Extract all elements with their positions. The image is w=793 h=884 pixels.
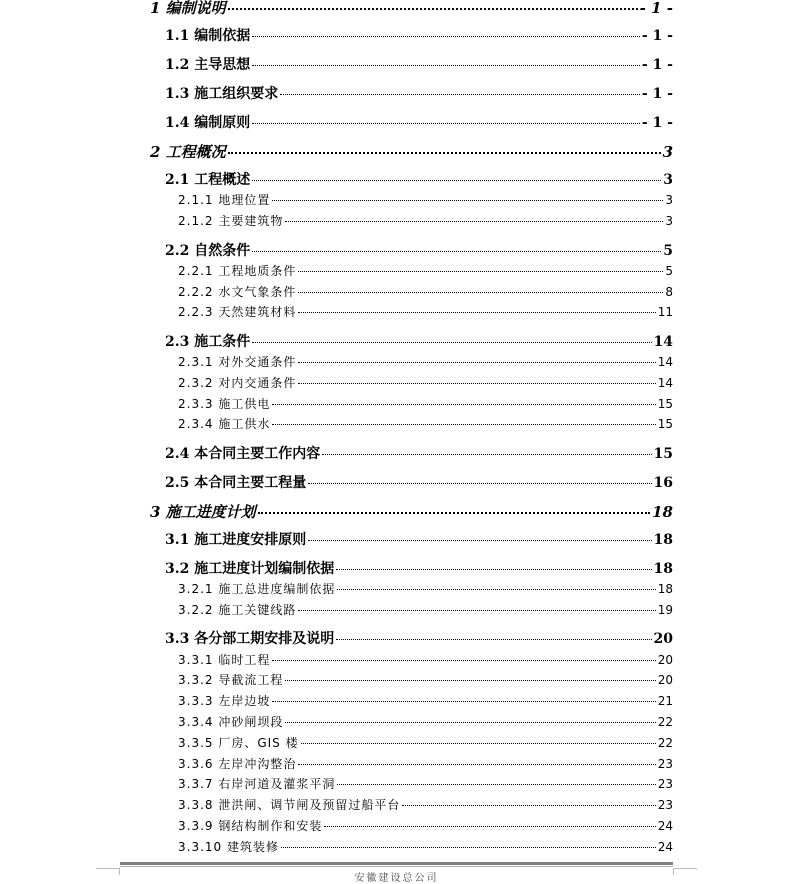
toc-entry-title: 2.1 工程概述	[165, 172, 251, 188]
dot-leader	[285, 221, 663, 222]
dot-leader	[252, 123, 640, 124]
toc-entry-title: 1.3 施工组织要求	[165, 86, 279, 102]
toc-entry-title: 3.3.4 冲砂闸坝段	[178, 715, 284, 729]
dot-leader	[228, 8, 638, 10]
toc-entry-title: 2.2.1 工程地质条件	[178, 264, 297, 278]
toc-entry-title: 3.3.7 右岸河道及灌浆平洞	[178, 777, 336, 791]
dot-leader	[252, 180, 661, 181]
toc-entry-title: 2.3 施工条件	[165, 334, 251, 350]
toc-entry[interactable]	[178, 262, 673, 279]
dot-leader	[308, 540, 651, 541]
toc-entry-page: 22	[657, 715, 673, 729]
toc-entry[interactable]	[178, 353, 673, 370]
toc-entry-page: 3	[665, 193, 673, 207]
toc-entry-page: 14	[657, 376, 673, 390]
dot-leader	[228, 152, 661, 154]
toc-entry[interactable]	[178, 283, 673, 300]
toc-entry-title: 2.2 自然条件	[165, 243, 251, 259]
toc-entry-title: 2.4 本合同主要工作内容	[165, 446, 321, 462]
toc-entry-title: 3.3 各分部工期安排及说明	[165, 631, 335, 647]
dot-leader	[298, 362, 655, 363]
toc-entry-page: 3	[665, 214, 673, 228]
footer-company: 安徽建设总公司	[354, 873, 439, 884]
toc-entry-page: 19	[657, 603, 673, 617]
toc-entry[interactable]	[150, 0, 673, 18]
toc-entry-page: 5	[665, 264, 673, 278]
toc-entry-page: 15	[653, 446, 673, 462]
dot-leader	[402, 805, 655, 806]
toc-entry-page: 8	[665, 285, 673, 299]
toc-entry-page: 18	[653, 561, 673, 577]
toc-entry-title: 3.3.1 临时工程	[178, 653, 271, 667]
dot-leader	[285, 680, 655, 681]
toc-entry-title: 2 工程概况	[150, 143, 226, 161]
toc-entry[interactable]	[178, 692, 673, 709]
dot-leader	[298, 271, 663, 272]
toc-entry-page: 24	[657, 840, 673, 854]
toc-entry-title: 3.2.1 施工总进度编制依据	[178, 582, 336, 596]
dot-leader	[272, 200, 663, 201]
toc-entry-page: 20	[657, 653, 673, 667]
toc-entry-page: - 1 -	[641, 28, 673, 44]
toc-entry-title: 3.1 施工进度安排原则	[165, 532, 307, 548]
toc-entry-page: 3	[663, 172, 673, 188]
toc-entry-title: 2.2.3 天然建筑材料	[178, 305, 297, 319]
toc-entry-title: 3.2.2 施工关键线路	[178, 603, 297, 617]
toc-entry-page: 3	[662, 143, 673, 161]
toc-entry[interactable]	[165, 443, 673, 463]
dot-leader	[337, 589, 655, 590]
toc-entry-title: 1.1 编制依据	[165, 28, 251, 44]
toc-entry[interactable]	[178, 601, 673, 618]
toc-entry-page: - 1 -	[641, 86, 673, 102]
dot-leader	[298, 764, 655, 765]
toc-entry-title: 3.2 施工进度计划编制依据	[165, 561, 335, 577]
toc-entry[interactable]	[178, 713, 673, 730]
toc-entry-title: 2.1.1 地理位置	[178, 193, 271, 207]
toc-entry[interactable]	[165, 472, 673, 492]
dot-leader	[322, 454, 651, 455]
toc-entry-page: 23	[657, 757, 673, 771]
dot-leader	[272, 424, 655, 425]
toc-entry-title: 3.3.3 左岸边坡	[178, 694, 271, 708]
toc-entry[interactable]	[178, 395, 673, 412]
toc-entry[interactable]	[165, 628, 673, 648]
toc-entry-page: 15	[657, 397, 673, 411]
toc-entry-page: 20	[653, 631, 673, 647]
toc-entry-title: 1 编制说明	[150, 0, 226, 17]
toc-entry-page: 14	[657, 355, 673, 369]
dot-leader	[336, 639, 651, 640]
dot-leader	[301, 743, 656, 744]
toc-entry[interactable]	[178, 838, 673, 855]
toc-entry[interactable]	[178, 734, 673, 751]
toc-entry-title: 2.3.3 施工供电	[178, 397, 271, 411]
toc-entry[interactable]	[165, 169, 673, 189]
dot-leader	[252, 251, 661, 252]
toc-entry-title: 3.3.5 厂房、GIS 楼	[178, 736, 299, 750]
toc-entry-title: 1.4 编制原则	[165, 115, 251, 131]
toc-entry-title: 2.3.2 对内交通条件	[178, 376, 297, 390]
toc-entry[interactable]	[165, 112, 673, 132]
toc-entry[interactable]	[165, 558, 673, 578]
toc-entry-page: 15	[657, 417, 673, 431]
dot-leader	[272, 701, 655, 702]
toc-entry-title: 2.5 本合同主要工程量	[165, 475, 307, 491]
dot-leader	[324, 826, 655, 827]
toc-entry-title: 2.1.2 主要建筑物	[178, 214, 284, 228]
dot-leader	[258, 512, 650, 514]
toc-entry[interactable]	[165, 54, 673, 74]
dot-leader	[298, 610, 655, 611]
toc-entry[interactable]	[150, 501, 673, 522]
toc-entry[interactable]	[165, 529, 673, 549]
dot-leader	[281, 847, 656, 848]
dot-leader	[285, 722, 655, 723]
toc-entry-page: - 1 -	[641, 57, 673, 73]
toc-entry[interactable]	[178, 651, 673, 668]
toc-entry-page: 23	[657, 777, 673, 791]
toc-entry-page: 23	[657, 798, 673, 812]
toc-entry-title: 3.3.8 泄洪闸、调节闸及预留过船平台	[178, 798, 401, 812]
toc-entry-page: 18	[653, 532, 673, 548]
toc-entry[interactable]	[165, 331, 673, 351]
toc-entry[interactable]	[178, 817, 673, 834]
toc-entry-title: 1.2 主导思想	[165, 57, 251, 73]
dot-leader	[252, 65, 640, 66]
toc-entry[interactable]	[165, 83, 673, 103]
toc-entry[interactable]	[178, 415, 673, 432]
toc-entry-page: 22	[657, 736, 673, 750]
toc-entry-page: 20	[657, 673, 673, 687]
toc-entry-page: 14	[653, 334, 673, 350]
toc-entry-page: 11	[657, 305, 673, 319]
toc-entry-title: 3.3.2 导截流工程	[178, 673, 284, 687]
dot-leader	[280, 94, 640, 95]
dot-leader	[272, 404, 655, 405]
toc-entry[interactable]	[178, 580, 673, 597]
toc-entry-page: 5	[663, 243, 673, 259]
dot-leader	[272, 660, 655, 661]
toc-entry[interactable]	[178, 796, 673, 813]
dot-leader	[298, 292, 663, 293]
toc-entry-page: 21	[657, 694, 673, 708]
toc-entry[interactable]	[178, 671, 673, 688]
dot-leader	[337, 784, 655, 785]
toc-entry-title: 3.3.6 左岸冲沟整治	[178, 757, 297, 771]
toc-entry[interactable]	[178, 755, 673, 772]
toc-entry-page: 18	[657, 582, 673, 596]
toc-entry[interactable]	[165, 25, 673, 45]
toc-entry[interactable]	[178, 775, 673, 792]
toc-entry-title: 2.3.4 施工供水	[178, 417, 271, 431]
dot-leader	[308, 483, 651, 484]
toc-entry-title: 3 施工进度计划	[150, 503, 256, 521]
toc-entry[interactable]	[178, 191, 673, 208]
toc-entry[interactable]	[165, 240, 673, 260]
toc-entry-title: 3.3.10 建筑装修	[178, 840, 279, 854]
dot-leader	[298, 312, 655, 313]
toc-entry-page: 18	[652, 503, 673, 521]
toc-entry[interactable]	[178, 374, 673, 391]
dot-leader	[298, 383, 655, 384]
toc-entry-title: 3.3.9 钢结构制作和安装	[178, 819, 323, 833]
toc-entry[interactable]	[178, 212, 673, 229]
dot-leader	[336, 569, 651, 570]
toc-entry-page: 16	[653, 475, 673, 491]
footer-divider	[120, 862, 673, 865]
toc-entry-page: 24	[657, 819, 673, 833]
toc-entry[interactable]	[178, 303, 673, 320]
toc-entry-page: - 1 -	[641, 115, 673, 131]
toc-entry-title: 2.2.2 水文气象条件	[178, 285, 297, 299]
dot-leader	[252, 342, 651, 343]
toc-entry-page: - 1 -	[639, 0, 673, 17]
toc-entry-title: 2.3.1 对外交通条件	[178, 355, 297, 369]
footer-divider-thin	[120, 866, 673, 867]
toc-entry[interactable]	[150, 141, 673, 162]
dot-leader	[252, 36, 640, 37]
